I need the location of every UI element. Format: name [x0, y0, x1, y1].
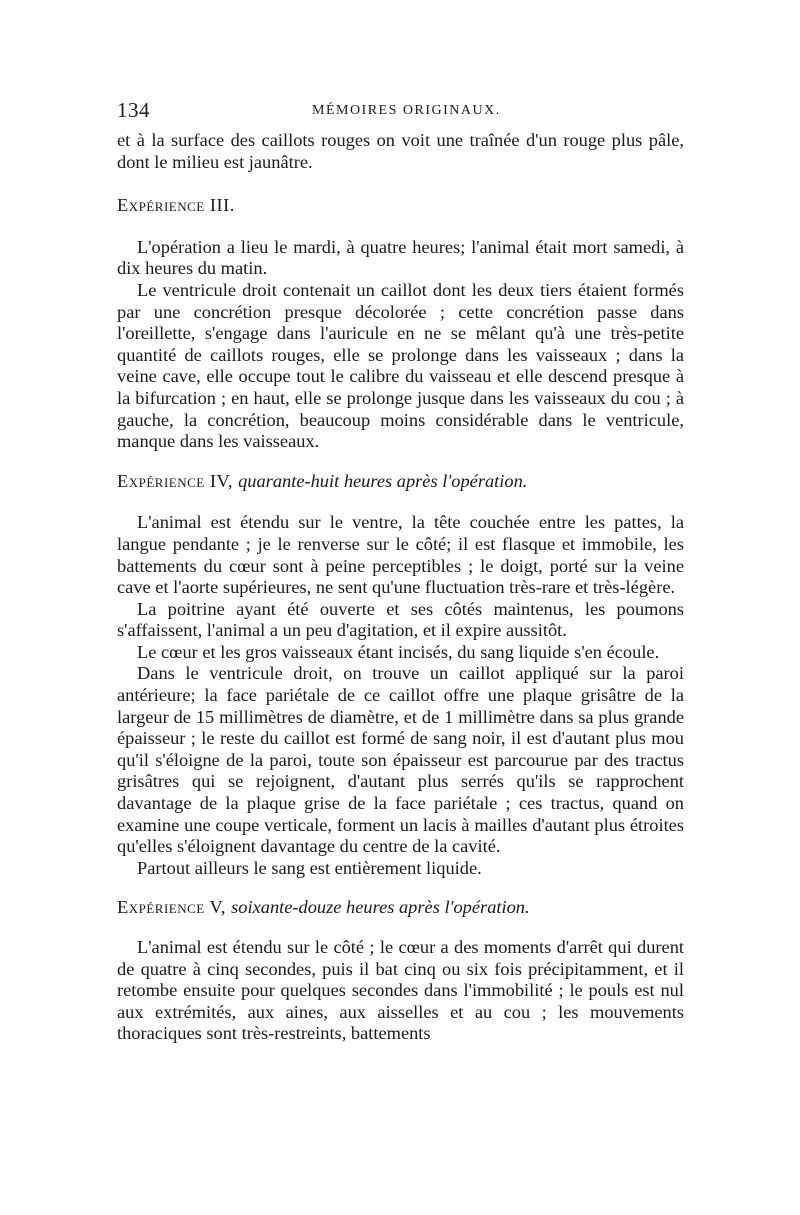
paragraph: Le cœur et les gros vaisseaux étant incisés, du sang liquide s'en écoule.	[137, 641, 660, 662]
heading-label: Expérience IV,	[117, 470, 233, 491]
heading-subtitle: soixante-douze heures après l'opération.	[231, 897, 530, 918]
running-head: MÉMOIRES ORIGINAUX.	[312, 103, 501, 118]
body-text	[117, 130, 684, 1045]
heading-label: Expérience V,	[117, 897, 227, 918]
heading-experience-4	[117, 471, 684, 493]
heading-experience-3: Expérience III.	[117, 195, 235, 216]
page-number: 134	[117, 98, 150, 122]
paragraph: L'animal est étendu sur le ventre, la tête couchée entre les pattes, la langue pendante ; je le renverse sur le côté; il est flasque et immobile, les battements du cœur sont à peine perceptibles ; le doigt, porté sur la veine cave et l'aorte supérieures, ne sent qu'une fluctuation très-rare et très-légère.	[117, 512, 684, 598]
paragraph: La poitrine ayant été ouverte et ses côtés maintenus, les poumons s'affaissent, l'animal a un peu d'agitation, et il expire aussitôt.	[117, 598, 684, 641]
paragraph: L'opération a lieu le mardi, à quatre heures; l'animal était mort samedi, à dix heures du matin.	[117, 236, 684, 279]
paragraph: L'animal est étendu sur le côté ; le cœur a des moments d'arrêt qui durent de quatre à cinq secondes, puis il bat cinq ou six fois précipitamment, et il retombe ensuite pour quelques secondes dans l'immobilité ; le pouls est nul aux extrémités, aux aines, aux aisselles et au cou ; les mouvements thoraciques sont très-restreints, battements	[117, 937, 684, 1044]
paragraph: Le ventricule droit contenait un caillot dont les deux tiers étaient formés par une concrétion presque décolorée ; cette concrétion passe dans l'oreillette, s'engage dans l'auricule en ne se mêlant qu'à une très-petite quantité de caillots rouges, elle se prolonge dans les vaisseaux ; dans la veine cave, elle occupe tout le calibre du vaisseau et elle descend presque à la bifurcation ; en haut, elle se prolonge jusque dans les vaisseaux du cou ; à gauche, la concrétion, beaucoup moins considérable dans le ventricule, manque dans les vaisseaux.	[117, 279, 684, 452]
page-header	[117, 98, 684, 128]
paragraph: Dans le ventricule droit, on trouve un caillot appliqué sur la paroi antérieure; la face pariétale de ce caillot offre une plaque grisâtre de la largeur de 15 millimètres de diamètre, et de 1 millimètre dans sa plus grande épaisseur ; le reste du caillot est formé de sang noir, il est d'autant plus mou qu'il s'éloigne de la paroi, toute son épaisseur est parcourue par des tractus grisâtres qui se rejoignent, d'autant plus serrés qu'ils se rapprochent davantage de la plaque grise de la face pariétale ; ces tractus, quand on examine une coupe verticale, forment un lacis à mailles d'autant plus étroites qu'elles s'éloignent davantage du centre de la cavité.	[117, 663, 684, 857]
heading-experience-5	[117, 897, 684, 919]
paragraph-continuation: et à la surface des caillots rouges on voit une traînée d'un rouge plus pâle, dont le milieu est jaunâtre.	[117, 130, 684, 172]
heading-subtitle: quarante-huit heures après l'opération.	[238, 470, 528, 491]
paragraph: Partout ailleurs le sang est entièrement liquide.	[137, 857, 482, 878]
